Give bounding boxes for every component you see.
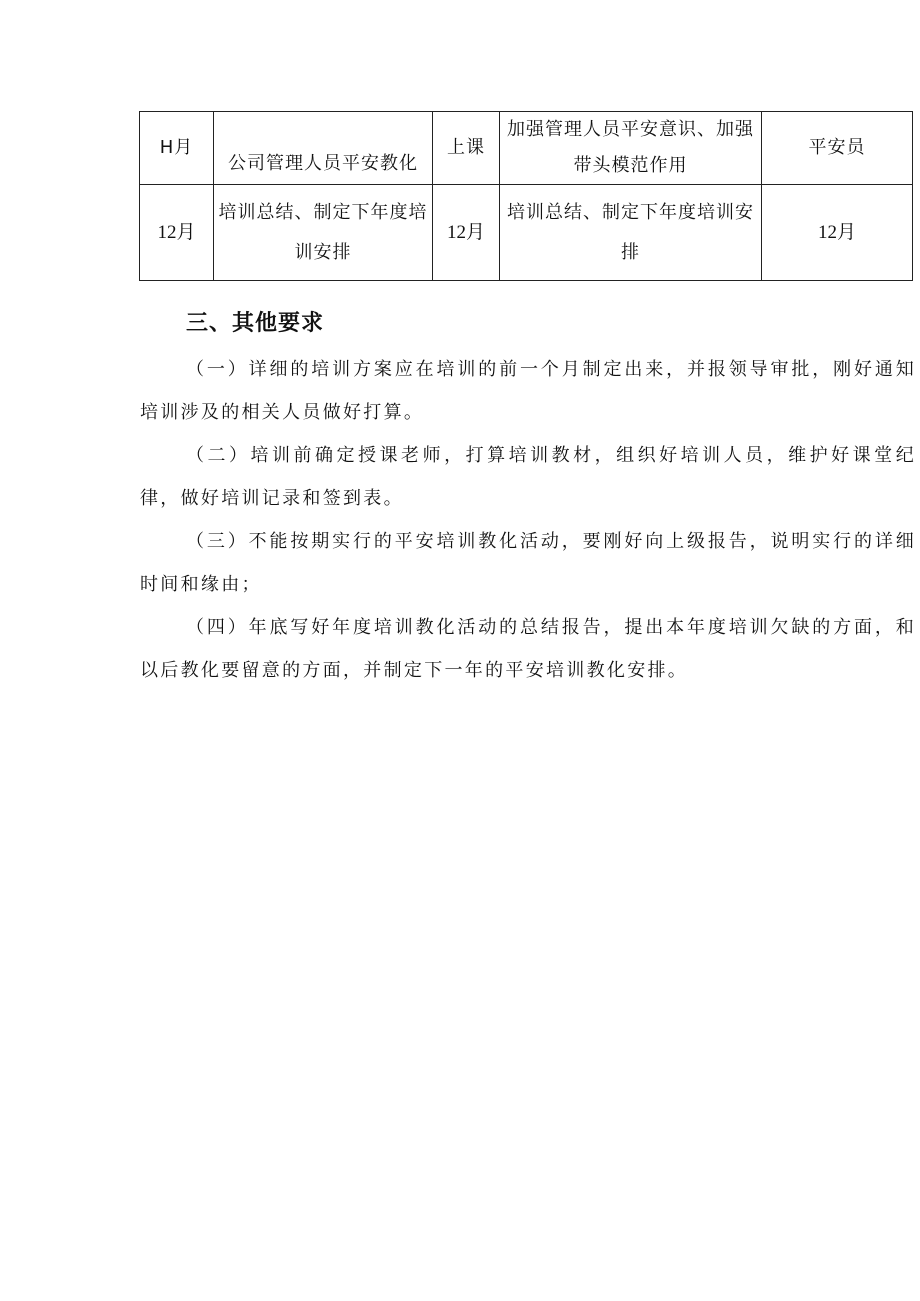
requirement-paragraph-1: （一）详细的培训方案应在培训的前一个月制定出来，并报领导审批，刚好通知培训涉及的相关人员做好打算。 (140, 359, 916, 423)
cell-goal: 加强管理人员平安意识、加强带头模范作用 (500, 112, 762, 185)
cell-topic: 公司管理人员平安教化 (214, 112, 433, 185)
table-row (140, 185, 913, 281)
other-requirements-section (140, 304, 916, 692)
cell-goal: 培训总结、制定下年度培训安排 (500, 185, 762, 281)
cell-month: H月 (140, 112, 214, 185)
requirement-paragraph-3: （三）不能按期实行的平安培训教化活动，要刚好向上级报告，说明实行的详细时间和缘由； (140, 531, 916, 595)
cell-owner: 平安员 (762, 112, 913, 185)
cell-method: 12月 (433, 185, 500, 281)
cell-owner: 12月 (762, 185, 913, 281)
cell-month: 12月 (140, 185, 214, 281)
requirement-paragraph-4: （四）年底写好年度培训教化活动的总结报告，提出本年度培训欠缺的方面，和以后教化要留意的方面，并制定下一年的平安培训教化安排。 (140, 617, 916, 681)
section-heading: 三、其他要求 (186, 311, 325, 336)
table-row (140, 112, 913, 185)
requirement-paragraph-2: （二）培训前确定授课老师，打算培训教材，组织好培训人员，维护好课堂纪律，做好培训记录和签到表。 (140, 445, 916, 509)
cell-topic: 培训总结、制定下年度培训安排 (214, 185, 433, 281)
cell-method: 上课 (433, 112, 500, 185)
training-plan-table (139, 111, 913, 281)
